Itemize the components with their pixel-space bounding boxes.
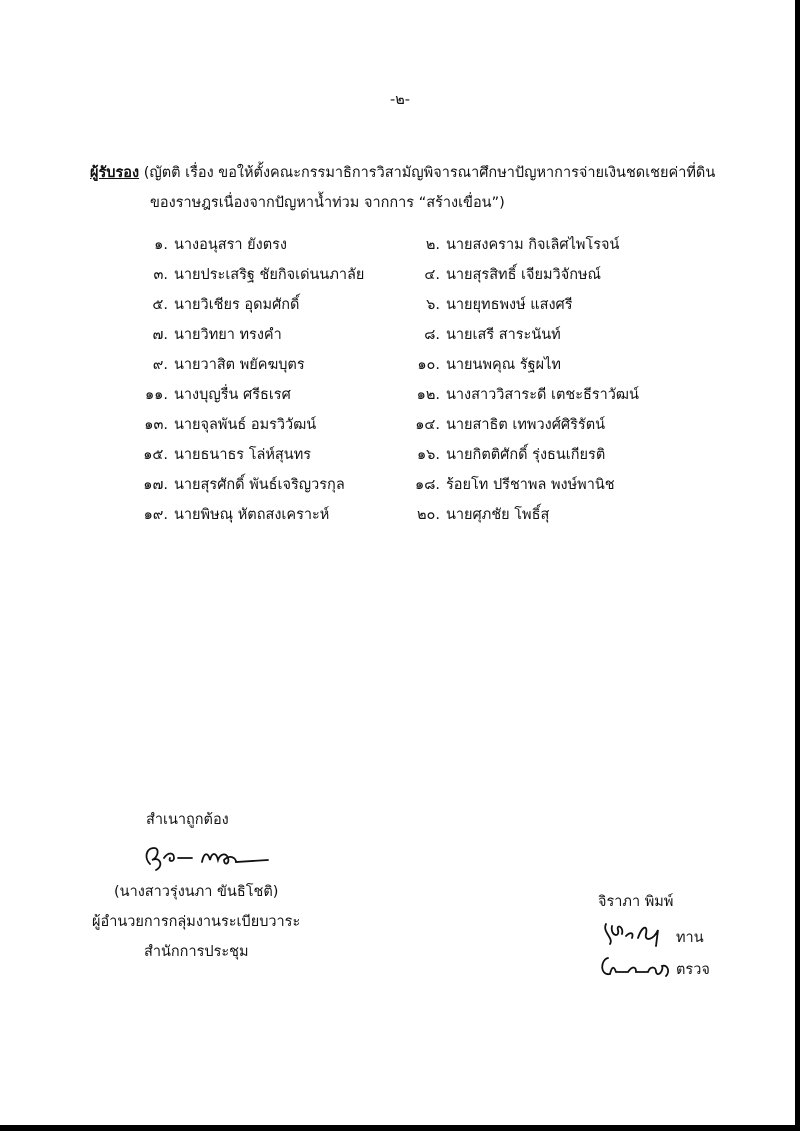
signer-number: ๑๓. [144,417,168,433]
signer-number: ๑๕. [143,447,168,463]
signer-name: นายศุภชัย โพธิ์สุ [446,507,550,523]
signer-name: นายสุรสิทธิ์ เจียมวิจักษณ์ [446,267,601,283]
signer-number: ๒. [425,237,440,253]
signer-item [138,500,329,530]
signer-name: นายเสรี สาระนันท์ [446,327,561,343]
motion-title-line1: (ญัตติ เรื่อง ขอให้ตั้งคณะกรรมาธิการวิสามัญพิจารณาศึกษาปัญหาการจ่ายเงินชดเชยค่าที่ดิน [143,165,716,181]
certifier-name: (นางสาวรุ่งนภา ขันธิโชติ) [114,884,279,900]
scan-border-right [795,0,800,1131]
signer-item [138,260,364,290]
signer-number: ๑๗. [143,477,168,493]
signer-name: นางอนุสรา ยังตรง [174,237,288,253]
scan-border-bottom [0,1125,800,1131]
signer-number: ๒๐. [416,507,440,523]
signer-number: ๖. [426,297,440,313]
signer-number: ๑๑. [144,387,168,403]
signer-item [138,350,305,380]
signer-item [138,320,282,350]
signer-number: ๔. [424,267,440,283]
signer-name: นายธนาธร โล่ห์สุนทร [174,447,312,463]
page-number: -๒- [389,92,411,108]
checker-signature [598,948,676,982]
signer-item [138,380,291,410]
endorser-heading: ผู้รับรอง [90,165,140,181]
signer-name: นายวิเชียร อุดมศักดิ์ [174,297,300,313]
signer-item [410,500,549,530]
signer-number: ๑๐. [417,357,440,373]
signer-name: นายสาธิต เทพวงศ์ศิริรัตน์ [446,417,606,433]
signer-name: นายยุทธพงษ์ แสงศรี [446,297,573,313]
signer-name: นางสาววิสาระดี เตชะธีราวัฒน์ [446,387,639,403]
certified-copy-label: สำเนาถูกต้อง [146,812,229,828]
checked-label: ตรวจ [676,962,710,978]
signer-item [410,230,619,260]
signer-number: ๓. [153,267,168,283]
signer-number: ๑. [154,237,168,253]
certifier-office: สำนักการประชุม [144,944,249,960]
signer-number: ๑๙. [143,507,168,523]
signer-name: นายประเสริฐ ชัยกิจเด่นนภาลัย [174,267,365,283]
signer-item [138,470,345,500]
signer-name: นายนพคุณ รัฐผไท [446,357,561,373]
signer-name: นายจุลพันธ์ อมรวิวัฒน์ [174,417,317,433]
signer-number: ๑๘. [415,477,440,493]
signer-item [138,440,311,470]
signer-item [410,410,605,440]
signer-number: ๑๒. [416,387,440,403]
signer-item [138,290,299,320]
signer-number: ๕. [152,297,168,313]
signer-item [410,260,601,290]
typist-label: จิราภา พิมพ์ [598,894,674,910]
signer-number: ๑๔. [415,417,440,433]
motion-title-line2: ของราษฎรเนื่องจากปัญหาน้ำท่วม จากการ “สร้างเขื่อน”) [150,195,505,211]
proofreader-signature [600,916,674,950]
signer-item [410,380,639,410]
signer-name: นายสงคราม กิจเลิศไพโรจน์ [446,237,620,253]
signer-item [138,410,316,440]
proofread-label: ทาน [676,930,704,946]
signer-item [410,470,615,500]
signer-name: นายวิทยา ทรงคำ [174,327,282,343]
signer-item [410,350,561,380]
signer-name: นางบุญรื่น ศรีธเรศ [174,387,291,403]
signer-item [410,290,573,320]
endorsement-block [90,158,730,211]
signer-name: นายกิตติศักดิ์ รุ่งธนเกียรติ [446,447,606,463]
signer-item [410,440,605,470]
signer-name: นายพิษณุ หัตถสงเคราะห์ [174,507,330,523]
signer-number: ๘. [424,327,440,343]
signer-name: นายสุรศักดิ์ พันธ์เจริญวรกุล [174,477,345,493]
certifier-position: ผู้อำนวยการกลุ่มงานระเบียบวาระ [92,914,301,930]
signer-number: ๗. [152,327,168,343]
signer-item [410,320,561,350]
signer-number: ๙. [152,357,168,373]
certifier-signature [140,836,270,876]
signer-name: ร้อยโท ปรีชาพล พงษ์พานิช [446,477,615,493]
signer-number: ๑๖. [416,447,440,463]
signer-name: นายวาสิต พยัคฆบุตร [174,357,305,373]
signer-item [138,230,287,260]
